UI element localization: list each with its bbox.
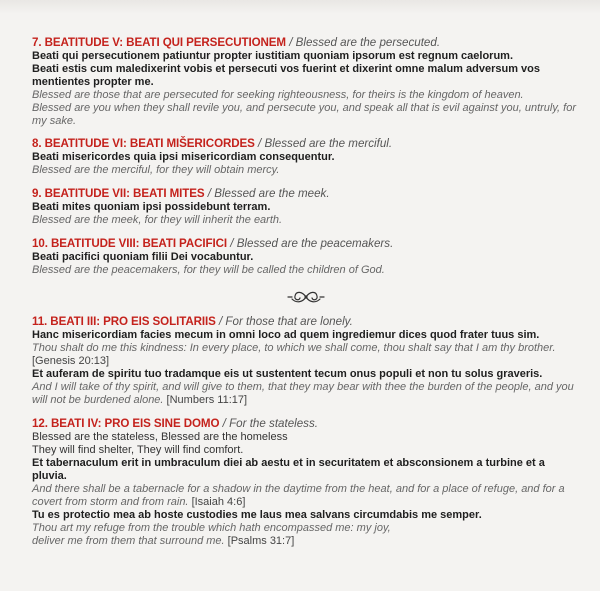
translation-line: Blessed are those that are persecuted for seeking righteousness, for theirs is the kingdom of heaven. xyxy=(32,89,524,101)
heading-english: For those that are lonely. xyxy=(225,315,353,328)
verse-line: They will find shelter, They will find comfort. xyxy=(32,444,244,456)
section-heading: 10. BEATITUDE VIII: BEATI PACIFICI / Blessed are the peacemakers. xyxy=(32,237,394,250)
latin-line: Tu es protectio mea ab hoste custodies me laus mea salvans circumdabis me semper. xyxy=(32,509,482,521)
heading-title: 11. BEATI III: PRO EIS SOLITARIIS xyxy=(32,315,216,328)
scripture-reference: [Isaiah 4:6] xyxy=(191,496,246,508)
section-beatitude-vii xyxy=(32,187,580,227)
section-beatitude-viii xyxy=(32,237,580,277)
latin-line: Et auferam de spiritu tuo tradamque eis ut sustentent tecum onus populi et non tu solus graveris. xyxy=(32,368,543,380)
heading-english: Blessed are the peacemakers. xyxy=(236,237,394,250)
section-beati-iii xyxy=(32,315,580,407)
section-heading: 11. BEATI III: PRO EIS SOLITARIIS / For those that are lonely. xyxy=(32,315,353,328)
section-beatitude-v xyxy=(32,36,580,128)
translation-line: Thou shalt do me this kindness: In every place, to which we shall come, thou shalt say that I am thy brother. [Genesis 20:13] xyxy=(32,342,556,367)
heading-title: 10. BEATITUDE VIII: BEATI PACIFICI xyxy=(32,237,227,250)
section-beatitude-vi xyxy=(32,137,580,177)
translation-line: Blessed are you when they shall revile you, and persecute you, and speak all that is evil against you, untruly, for my sake. xyxy=(32,102,576,127)
translation-line: Blessed are the meek, for they will inherit the earth. xyxy=(32,214,283,226)
heading-title: 9. BEATITUDE VII: BEATI MITES xyxy=(32,187,205,200)
scripture-reference: [Numbers 11:17] xyxy=(166,394,248,406)
translation-line: And I will take of thy spirit, and will give to them, that they may bear with thee the burden of the people, and you will not be burdened alone. [Numbers 11:17] xyxy=(32,381,574,406)
latin-line: Beati qui persecutionem patiuntur propter iustitiam quoniam ipsorum est regnum caelorum. xyxy=(32,50,514,62)
section-heading: 7. BEATITUDE V: BEATI QUI PERSECUTIONEM / Blessed are the persecuted. xyxy=(32,36,441,49)
bleed-through-shadow xyxy=(0,0,600,14)
heading-english: Blessed are the persecuted. xyxy=(295,36,441,49)
latin-line: Beati misericordes quia ipsi misericordiam consequentur. xyxy=(32,151,335,163)
heading-title: 7. BEATITUDE V: BEATI QUI PERSECUTIONEM xyxy=(32,36,286,49)
section-beati-iv xyxy=(32,417,580,548)
translation-line: And there shall be a tabernacle for a shadow in the daytime from the heat, and for a place of refuge, and for a covert from storm and from rain. [Isaiah 4:6] xyxy=(32,483,565,508)
scripture-reference: [Psalms 31:7] xyxy=(227,535,295,547)
translation-line: Thou art my refuge from the trouble which hath encompassed me: my joy, xyxy=(32,522,391,534)
latin-line: Et tabernaculum erit in umbraculum diei ab aestu et in securitatem et absconsionem a turbine et a pluvia. xyxy=(32,457,545,482)
heading-english: Blessed are the merciful. xyxy=(264,137,393,150)
translation-line: deliver me from them that surround me. [Psalms 31:7] xyxy=(32,535,295,547)
section-heading: 9. BEATITUDE VII: BEATI MITES / Blessed are the meek. xyxy=(32,187,330,200)
heading-title: 8. BEATITUDE VI: BEATI MIŠERICORDES xyxy=(32,137,255,150)
latin-line: Hanc misericordiam facies mecum in omni loco ad quem ingrediemur dices quod frater tuus sim. xyxy=(32,329,540,341)
section-heading: 8. BEATITUDE VI: BEATI MIŠERICORDES / Blessed are the merciful. xyxy=(32,137,393,150)
verse-line: Blessed are the stateless, Blessed are the homeless xyxy=(32,431,288,443)
section-heading: 12. BEATI IV: PRO EIS SINE DOMO / For the stateless. xyxy=(32,417,319,430)
translation-line: Blessed are the peacemakers, for they will be called the children of God. xyxy=(32,264,385,276)
section-divider xyxy=(32,287,580,309)
scripture-reference: [Genesis 20:13] xyxy=(32,355,110,367)
heading-title: 12. BEATI IV: PRO EIS SINE DOMO xyxy=(32,417,220,430)
latin-line: Beati pacifici quoniam filii Dei vocabuntur. xyxy=(32,251,254,263)
heading-english: Blessed are the meek. xyxy=(214,187,330,200)
latin-line: Beati mites quoniam ipsi possidebunt terram. xyxy=(32,201,271,213)
latin-line: Beati estis cum maledixerint vobis et persecuti vos fuerint et dixerint omne malum adversum vos mentientes propter me. xyxy=(32,63,540,88)
heading-english: For the stateless. xyxy=(229,417,319,430)
ornament-icon xyxy=(286,287,326,307)
translation-line: Blessed are the merciful, for they will obtain mercy. xyxy=(32,164,280,176)
